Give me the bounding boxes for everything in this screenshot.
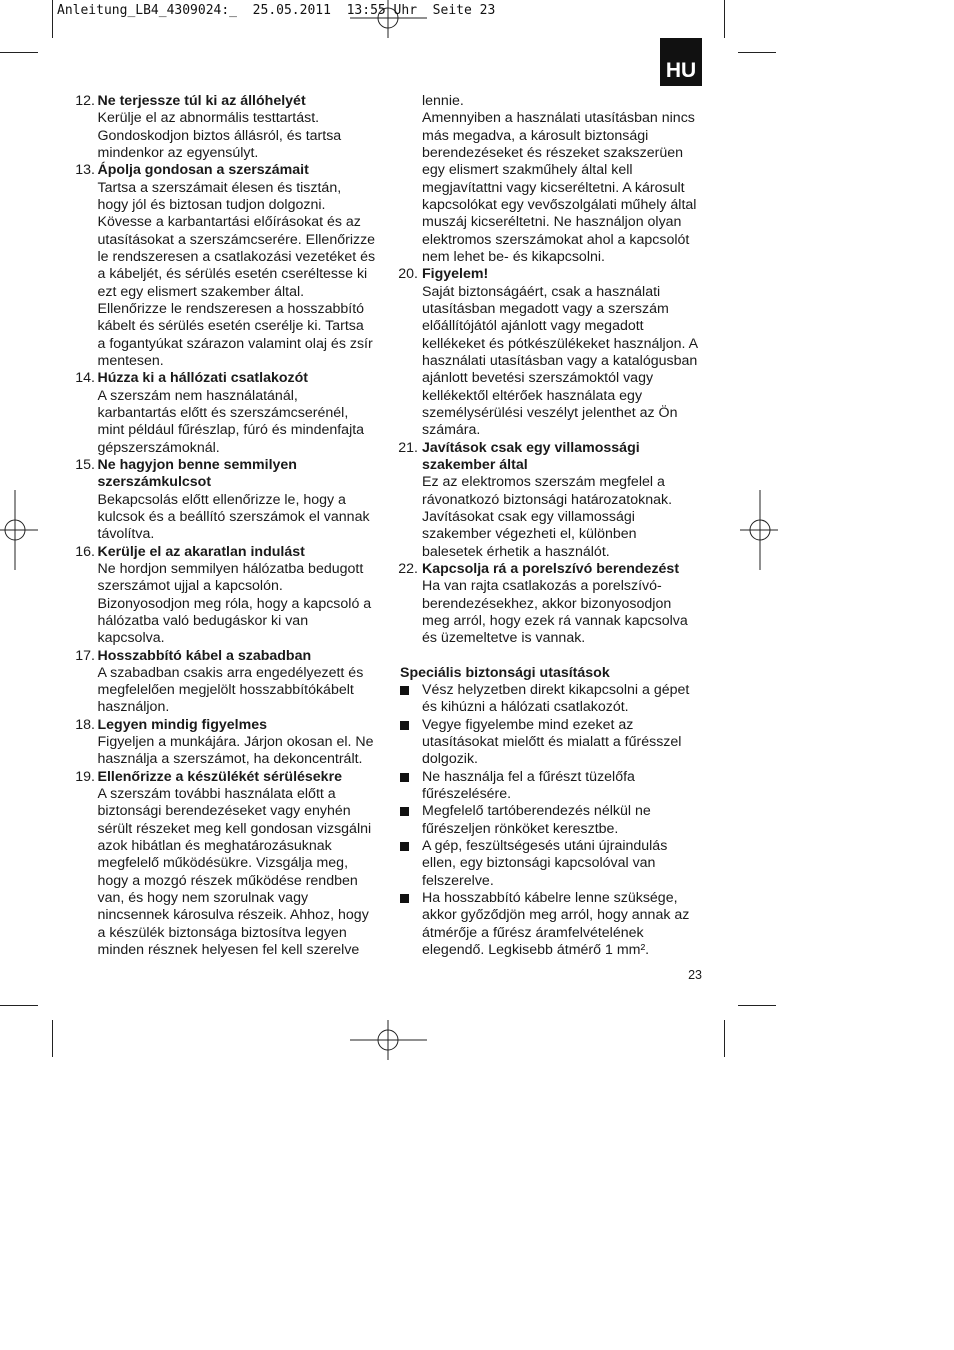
continuation-line: kapcsolókat egy vevőszolgálati műhely által: [422, 196, 697, 213]
language-badge: HU: [660, 38, 702, 86]
item-body-line: hogy jól és biztosan tudjon dolgozni.: [97, 196, 326, 213]
item-number: 18.: [75, 716, 95, 733]
item-title: Legyen mindig figyelmes: [97, 716, 268, 733]
item-title: Kapcsolja rá a porelszívó berendezést: [422, 560, 680, 577]
instruction-item: [75, 717, 387, 769]
item-body-line: Tartsa a szerszámait élesen és tisztán,: [97, 179, 342, 196]
bullet-item: [398, 890, 718, 959]
section-spacer: [398, 648, 718, 665]
item-number: 19.: [75, 768, 95, 785]
item-number: 17.: [75, 647, 95, 664]
instruction-item: [75, 457, 387, 544]
item-body-line: személysérülési veszélyt jelenthet az Ön: [422, 404, 678, 421]
continuation-line: Amennyiben a használati utasításban nincs: [422, 110, 695, 127]
special-safety-section: [398, 665, 718, 960]
item-number: 21.: [398, 439, 418, 456]
item-body-line: kellékeket és pótkészülékeket használjon. A: [422, 335, 699, 352]
item-body-line: Ne hordjon semmilyen hálózatba bedugott: [97, 560, 364, 577]
bullet-text: Vész helyzetben direkt kikapcsolni a gépet: [422, 682, 690, 699]
bullet-square-icon: [400, 842, 409, 851]
item-body-line: Figyeljen a munkájára. Járjon okosan el. Ne: [97, 734, 374, 751]
instruction-item: [75, 93, 387, 162]
item-body-line: Kerülje el az abnormális testtartást.: [97, 110, 320, 127]
bullet-text-line: akkor győződjön meg arról, hogy annak az: [422, 907, 690, 924]
instruction-item: [75, 648, 387, 717]
item-body-line: használja a szerszámot, ha dekoncentrált.: [97, 751, 363, 768]
item-title: Ne hagyjon benne semmilyen: [97, 456, 297, 473]
item-body-line: megfelelő működésükre. Vizsgálja meg,: [97, 855, 349, 872]
instruction-item: [75, 370, 387, 457]
item-body-line: előállítójától ajánlott vagy megadott: [422, 318, 644, 335]
item-body-line: Kövesse a karbantartási előírásokat és az: [97, 214, 361, 231]
instruction-item: [75, 162, 387, 370]
item-body-line: Ha van rajta csatlakozás a porelszívó-: [422, 578, 662, 595]
bullet-text: Vegye figyelembe mind ezeket az: [422, 716, 634, 733]
item-body-line: Gondoskodjon biztos állásról, és tartsa: [97, 127, 342, 144]
bullet-text-line: fűrészelésére.: [422, 786, 512, 803]
item-body-line: rávonatkozó biztonsági határozatoknak.: [422, 491, 673, 508]
item-body-line: használati utasításban vagy a katalógusban: [422, 352, 698, 369]
item-body-line: balesetek érhetik a használót.: [422, 543, 610, 560]
item-body-line: hálózatba való bedugáskor ki van: [97, 612, 309, 629]
item-body-line: nincsennek károsulva részeik. Ahhoz, hogy: [97, 907, 369, 924]
item-title: Húzza ki a hállózati csatlakozót: [97, 370, 309, 387]
crop-mark-top-left: [0, 0, 53, 53]
right-column: [398, 93, 718, 959]
item-body-line: A szerszám nem használatánál,: [97, 387, 298, 404]
bullet-square-icon: [400, 686, 409, 695]
continuation-line: lennie.: [422, 93, 464, 109]
item-body-line: sérült részeket meg kell gondosan vizsgálni: [97, 820, 372, 837]
item-title: Hosszabbító kábel a szabadban: [97, 647, 312, 664]
continuation-line: muszáj kicseréltetni. Ne használjon olyan: [422, 214, 682, 231]
item-body-line: a készülék biztonsága biztosítva legyen: [97, 924, 347, 941]
instruction-item: [398, 561, 718, 648]
item-title-line: szerszámkulcsot: [97, 474, 212, 491]
item-body-line: gépszerszámoknál.: [97, 439, 220, 456]
item-body-line: mentesen.: [97, 352, 164, 369]
item-body-line: utasításokat a szerszámcserére. Ellenőrizze: [97, 231, 376, 248]
registration-mark-left-icon: [0, 490, 38, 570]
bullet-text-line: dolgozik.: [422, 751, 478, 768]
item-body-line: a kábeljét, és sérülés esetén cseréltesse ki: [97, 266, 368, 283]
instruction-item: [398, 440, 718, 561]
item-body-line: kellékektől eltérőek használata egy: [422, 387, 643, 404]
item-body-line: Javításokat csak egy villamossági: [422, 508, 635, 525]
item-number: 14.: [75, 370, 95, 387]
item-body-line: számára.: [422, 422, 481, 439]
item-body-line: a fogantyúkat szárazon valamint olaj és zsír: [97, 335, 373, 352]
item-body-line: kulcsok és a beállító szerszámok el vannak: [97, 508, 370, 525]
item-number: 16.: [75, 543, 95, 560]
bullet-item: [398, 717, 718, 769]
item-title: Ne terjessze túl ki az állóhelyét: [97, 93, 306, 109]
item-body-line: Ellenőrizze le rendszeresen a hosszabbító: [97, 300, 365, 317]
bullet-text-line: ellen, egy biztonsági kapcsolóval van: [422, 855, 656, 872]
continued-text: [398, 93, 718, 266]
item-body-line: Bekapcsolás előtt ellenőrizze le, hogy a: [97, 491, 346, 508]
item-body-line: minden résznek helyesen fel kell szerelve: [97, 942, 360, 959]
bullet-square-icon: [400, 807, 409, 816]
item-body-line: azok hibátlan és meghatározásuknak: [97, 838, 332, 855]
bullet-item: [398, 682, 718, 717]
item-body-line: és üzemeltetve is vannak.: [422, 630, 586, 647]
crop-mark-top-right: [725, 0, 777, 53]
item-body-line: kapcsolva.: [97, 630, 165, 647]
item-title: Figyelem!: [422, 266, 489, 283]
bullet-item: [398, 803, 718, 838]
bullet-text: Ne használja fel a fűrészt tüzelőfa: [422, 768, 635, 785]
item-number: 12.: [75, 93, 95, 109]
continuation-line: megjavítattni vagy kicseréltetni. A károsult: [422, 179, 685, 196]
item-number: 22.: [398, 560, 418, 577]
instruction-item: [398, 266, 718, 439]
item-body-line: használjon.: [97, 699, 170, 716]
item-title-line: szakember által: [422, 456, 528, 473]
item-body-line: ezt egy elismert szakember által.: [97, 283, 305, 300]
item-body-line: meg arról, hogy ezek rá vannak kapcsolva: [422, 612, 688, 629]
registration-mark-right-icon: [740, 490, 778, 570]
continuation-line: más megadva, a károsult biztonsági: [422, 127, 649, 144]
instruction-item: [75, 544, 387, 648]
bullet-square-icon: [400, 773, 409, 782]
print-slug-header: Anleitung_LB4_4309024:_ 25.05.2011 13:55 Uhr Seite 23: [57, 3, 496, 18]
item-body-line: Ez az elektromos szerszám megfelel a: [422, 474, 665, 491]
instruction-item: [75, 769, 387, 960]
bullet-text: Ha hosszabbító kábelre lenne szüksége,: [422, 890, 678, 907]
item-title: Javítások csak egy villamossági: [422, 439, 640, 456]
item-body-line: hogy a mozgó részek működése rendben: [97, 872, 358, 889]
continuation-line: berendezéseket és részeket szakszerüen: [422, 144, 684, 161]
item-body-line: ajánlott bevetési szerszámoktól vagy: [422, 370, 654, 387]
continuation-line: nem lehet be- és kikapcsolni.: [422, 248, 605, 265]
item-body-line: kábelt és sérülés esetén cserélje ki. Tartsa: [97, 318, 364, 335]
item-number: 13.: [75, 162, 95, 179]
left-column: [75, 93, 387, 959]
bullet-item: [398, 769, 718, 804]
item-title: Ellenőrizze a készülékét sérülésekre: [97, 768, 342, 785]
continuation-line: elektromos szerszámokat ahol a kapcsolót: [422, 231, 690, 248]
item-body-line: távolítva.: [97, 526, 155, 543]
bullet-text-line: átmérője a fűrész áramfelvételének: [422, 924, 644, 941]
item-body-line: utasításban megadott vagy a szerszám: [422, 300, 669, 317]
bullet-square-icon: [400, 894, 409, 903]
registration-mark-bottom-icon: [350, 1020, 427, 1060]
crop-mark-bottom-right: [725, 1006, 777, 1058]
item-body-line: megfelelően megjelölt hosszabbítókábelt: [97, 682, 354, 699]
item-body-line: mindenkor az egyensúlyt.: [97, 144, 259, 161]
item-body-line: biztonsági berendezéseket vagy enyhén: [97, 803, 351, 820]
item-title: Kerülje el az akaratlan indulást: [97, 543, 305, 560]
item-body-line: szerszámot ujjal a kapcsolón.: [97, 578, 283, 595]
crop-mark-bottom-left: [0, 1006, 53, 1058]
continuation-line: egy elismert szakműhely által kell: [422, 162, 633, 179]
item-body-line: A szerszám további használata előtt a: [97, 786, 336, 803]
item-title: Ápolja gondosan a szerszámait: [97, 162, 309, 179]
bullet-text-line: és kihúzni a hálózati csatlakozót.: [422, 699, 629, 716]
page-number: 23: [688, 968, 702, 982]
item-number: 15.: [75, 456, 95, 473]
bullet-text: Megfelelő tartóberendezés nélkül ne: [422, 803, 651, 820]
bullet-square-icon: [400, 721, 409, 730]
bullet-text: A gép, feszültségesés utáni újraindulás: [422, 838, 668, 855]
item-body-line: mint például fűrészlap, fúró és mindenfajta: [97, 422, 365, 439]
bullet-text-line: utasításokat mielőtt és mialatt a fűrésszel: [422, 734, 682, 751]
bullet-text-line: elegendő. Legkisebb átmérő 1 mm².: [422, 942, 650, 959]
item-body-line: van, és hogy nem szorulnak vagy: [97, 890, 309, 907]
item-body-line: Bizonyosodjon meg róla, hogy a kapcsoló a: [97, 595, 372, 612]
item-body-line: le rendszeresen a csatlakozási vezetéket és: [97, 248, 376, 265]
item-body-line: A szabadban csakis arra engedélyezett és: [97, 664, 364, 681]
item-body-line: szakember végezheti el, különben: [422, 526, 637, 543]
section-heading: Speciális biztonsági utasítások: [400, 664, 610, 681]
item-body-line: berendezésekhez, akkor bizonyosodjon: [422, 595, 672, 612]
bullet-text-line: fűrészeljen rönköket keresztbe.: [422, 820, 619, 837]
item-body-line: karbantartás előtt és szerszámcserénél,: [97, 404, 349, 421]
bullet-item: [398, 838, 718, 890]
item-body-line: Saját biztonságáért, csak a használati: [422, 283, 661, 300]
bullet-text-line: felszerelve.: [422, 872, 494, 889]
item-number: 20.: [398, 266, 418, 283]
